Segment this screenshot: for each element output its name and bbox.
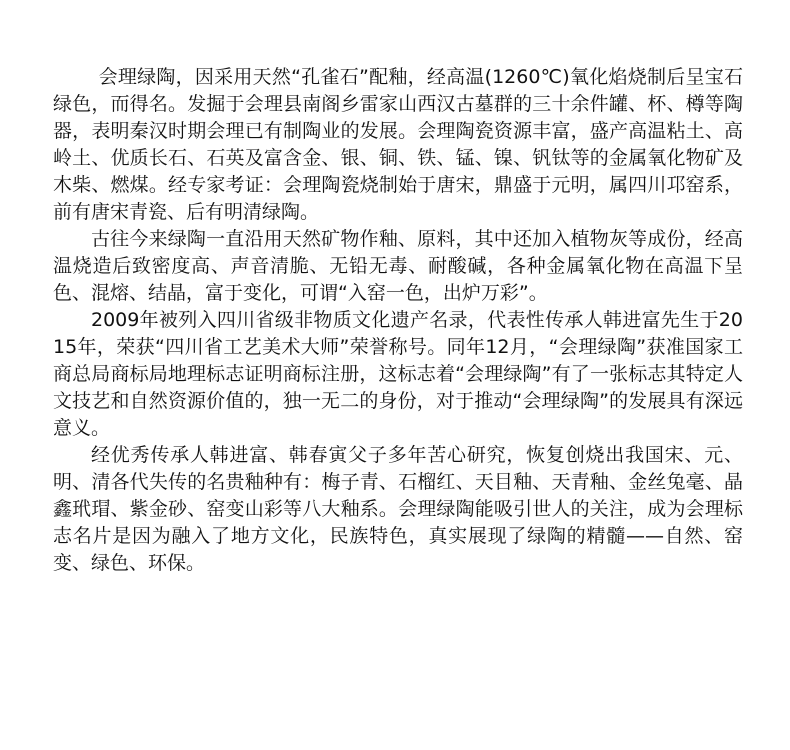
paragraph-heritage: 2009年被列入四川省级非物质文化遗产名录，代表性传承人韩进富先生于2015年，荣获“四川省工艺美术大师”荣誉称号。同年12月，“会理绿陶”获准国家工商总局商标局地理标志证明商标注册，这标志着“会理绿陶”有了一张标志其特定人文技艺和自然资源价值的，独一无二的身份，对于推动“会理绿陶”的发展具有深远意义。 <box>53 309 743 439</box>
document-body <box>53 64 743 577</box>
paragraph-glazes: 经优秀传承人韩进富、韩春寅父子多年苦心研究，恢复创烧出我国宋、元、明、清各代失传的名贵釉种有：梅子青、石榴红、天目釉、天青釉、金丝兔毫、晶鑫玳瑁、紫金砂、窑变山彩等八大釉系。会理绿陶能吸引世人的关注，成为会理标志名片是因为融入了地方文化，民族特色，真实展现了绿陶的精髓——自然、窑变、绿色、环保。 <box>53 444 743 574</box>
paragraph-materials: 古往今来绿陶一直沿用天然矿物作釉、原料，其中还加入植物灰等成份，经高温烧造后致密度高、声音清脆、无铅无毒、耐酸碱，各种金属氧化物在高温下呈色、混熔、结晶，富于变化，可谓“入窑一色，出炉万彩”。 <box>53 228 743 304</box>
paragraph-history: 会理绿陶，因采用天然“孔雀石”配釉，经高温(1260℃)氧化焰烧制后呈宝石绿色，而得名。发掘于会理县南阁乡雷家山西汉古墓群的三十余件罐、杯、樽等陶器，表明秦汉时期会理已有制陶业的发展。会理陶瓷资源丰富，盛产高温粘土、高岭土、优质长石、石英及富含金、银、铜、铁、锰、镍、钒钛等的金属氧化物矿及木柴、燃煤。经专家考证：会理陶瓷烧制始于唐宋，鼎盛于元明，属四川邛窑系，前有唐宋青瓷、后有明清绿陶。 <box>53 66 743 223</box>
